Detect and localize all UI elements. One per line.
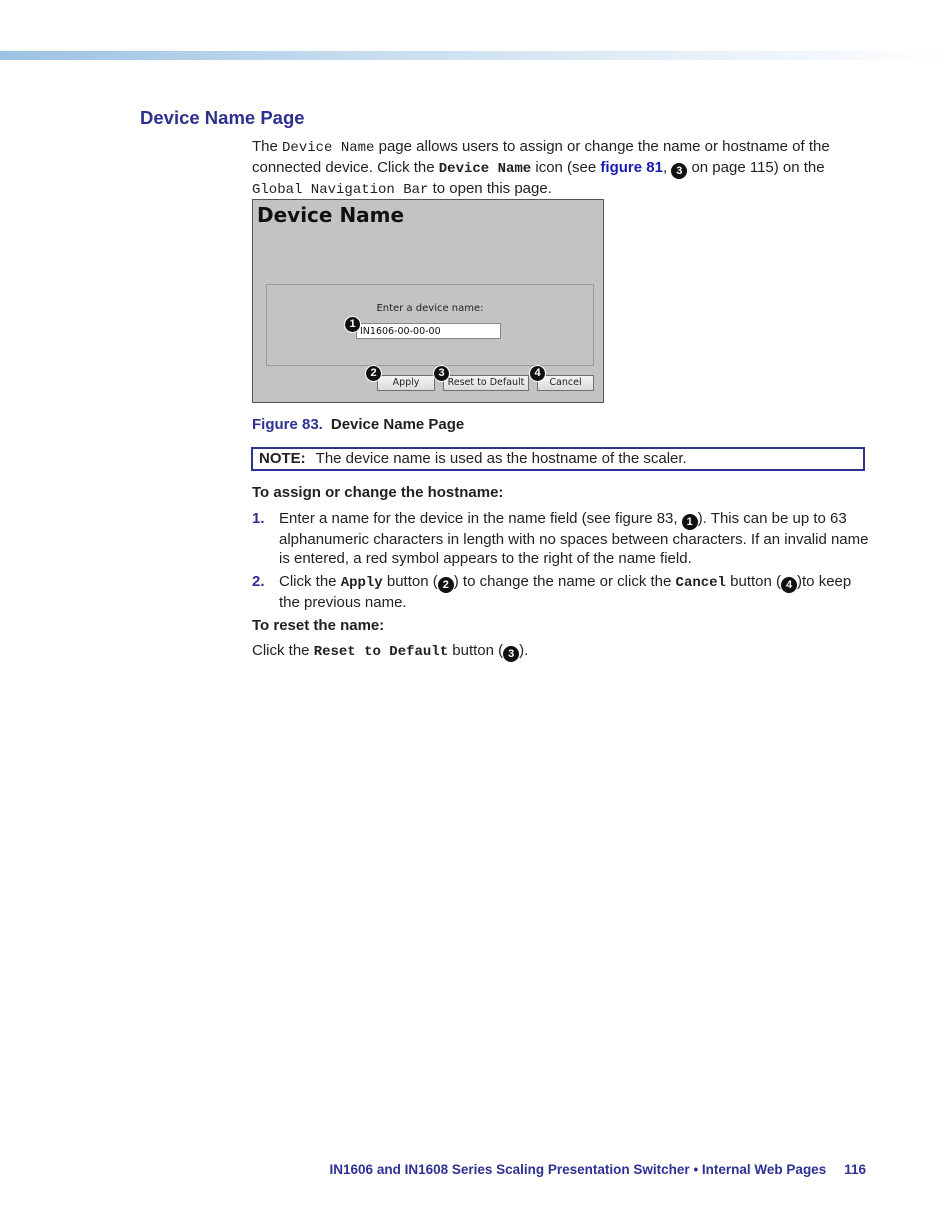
note-box	[251, 447, 865, 471]
reset-text: ).	[519, 642, 529, 659]
intro-text: page allows users to assign or change the name or hostname of the connected device. Click the	[252, 138, 830, 176]
reset-text: button (	[448, 642, 504, 659]
reset-heading: To reset the name:	[252, 617, 385, 634]
section-heading: Device Name Page	[140, 107, 305, 128]
step-2-text-part: button (	[382, 573, 438, 590]
cancel-button[interactable]: Cancel	[537, 375, 594, 391]
reset-to-default-ref: Reset to Default	[313, 644, 449, 660]
page-number: 116	[844, 1162, 866, 1177]
footer-text: IN1606 and IN1608 Series Scaling Presentation Switcher • Internal Web Pages	[329, 1162, 827, 1177]
callout-1-icon: 1	[344, 316, 361, 333]
figure-81-link[interactable]: figure 81	[600, 159, 663, 176]
intro-nav-bar-ref: Global Navigation Bar	[252, 182, 429, 198]
figure-number: Figure 83.	[252, 416, 323, 433]
intro-device-name-ref: Device Name	[282, 140, 375, 156]
callout-3-icon: 3	[671, 163, 687, 179]
intro-text: on page 115) on the	[687, 159, 825, 176]
step-2-number: 2.	[252, 573, 265, 590]
step-2-text-part: Click the	[279, 573, 341, 590]
apply-ref: Apply	[340, 575, 383, 591]
intro-device-name-icon-ref: Device Name	[438, 161, 532, 177]
intro-text: The	[252, 138, 283, 155]
callout-2-icon: 2	[365, 365, 382, 382]
callout-3-icon: 3	[433, 365, 450, 382]
step-1	[252, 509, 869, 569]
step-1-number: 1.	[252, 510, 265, 527]
note-text: The device name is used as the hostname of the scaler.	[315, 450, 687, 467]
step-1-text	[279, 509, 869, 568]
device-name-screenshot	[252, 199, 604, 403]
figure-title: Device Name Page	[330, 416, 465, 433]
reset-paragraph	[252, 641, 866, 662]
intro-text: icon (see	[531, 159, 601, 176]
step-1-text-part: Enter a name for the device in the name field (see figure 83,	[279, 510, 682, 527]
callout-2-icon: 2	[438, 577, 454, 593]
reset-to-default-button[interactable]: Reset to Default	[443, 375, 529, 391]
step-2-text-part: button (	[725, 573, 782, 590]
intro-text: ,	[662, 159, 672, 176]
step-2	[252, 572, 866, 612]
screenshot-title: Device Name	[257, 203, 405, 227]
figure-caption	[252, 416, 464, 433]
note-label: NOTE:	[259, 450, 306, 467]
intro-text: to open this page.	[428, 180, 552, 197]
apply-button[interactable]: Apply	[377, 375, 435, 391]
intro-paragraph	[252, 137, 866, 200]
reset-text: Click the	[252, 642, 314, 659]
step-2-text-part: ) to change the name or click the	[453, 573, 676, 590]
assign-heading: To assign or change the hostname:	[252, 484, 504, 501]
header-gradient-bar	[0, 51, 950, 60]
step-1-text-part: ). This can be up to 63 alphanumeric characters in length with no spaces between characters. If an invalid name is entered, a red symbol appears to the right of the name field.	[279, 510, 869, 567]
screenshot-prompt-label	[253, 303, 603, 314]
screenshot-prompt-text: Enter a device name:	[376, 303, 484, 314]
device-name-input[interactable]: IN1606-00-00-00	[356, 323, 501, 339]
callout-1-icon: 1	[682, 514, 698, 530]
cancel-ref: Cancel	[675, 575, 726, 591]
callout-4-icon: 4	[781, 577, 797, 593]
page-footer	[330, 1162, 866, 1177]
callout-3-icon: 3	[503, 646, 519, 662]
step-2-text-part: )to keep the previous name.	[279, 573, 852, 611]
step-2-text	[279, 572, 869, 612]
callout-4-icon: 4	[529, 365, 546, 382]
